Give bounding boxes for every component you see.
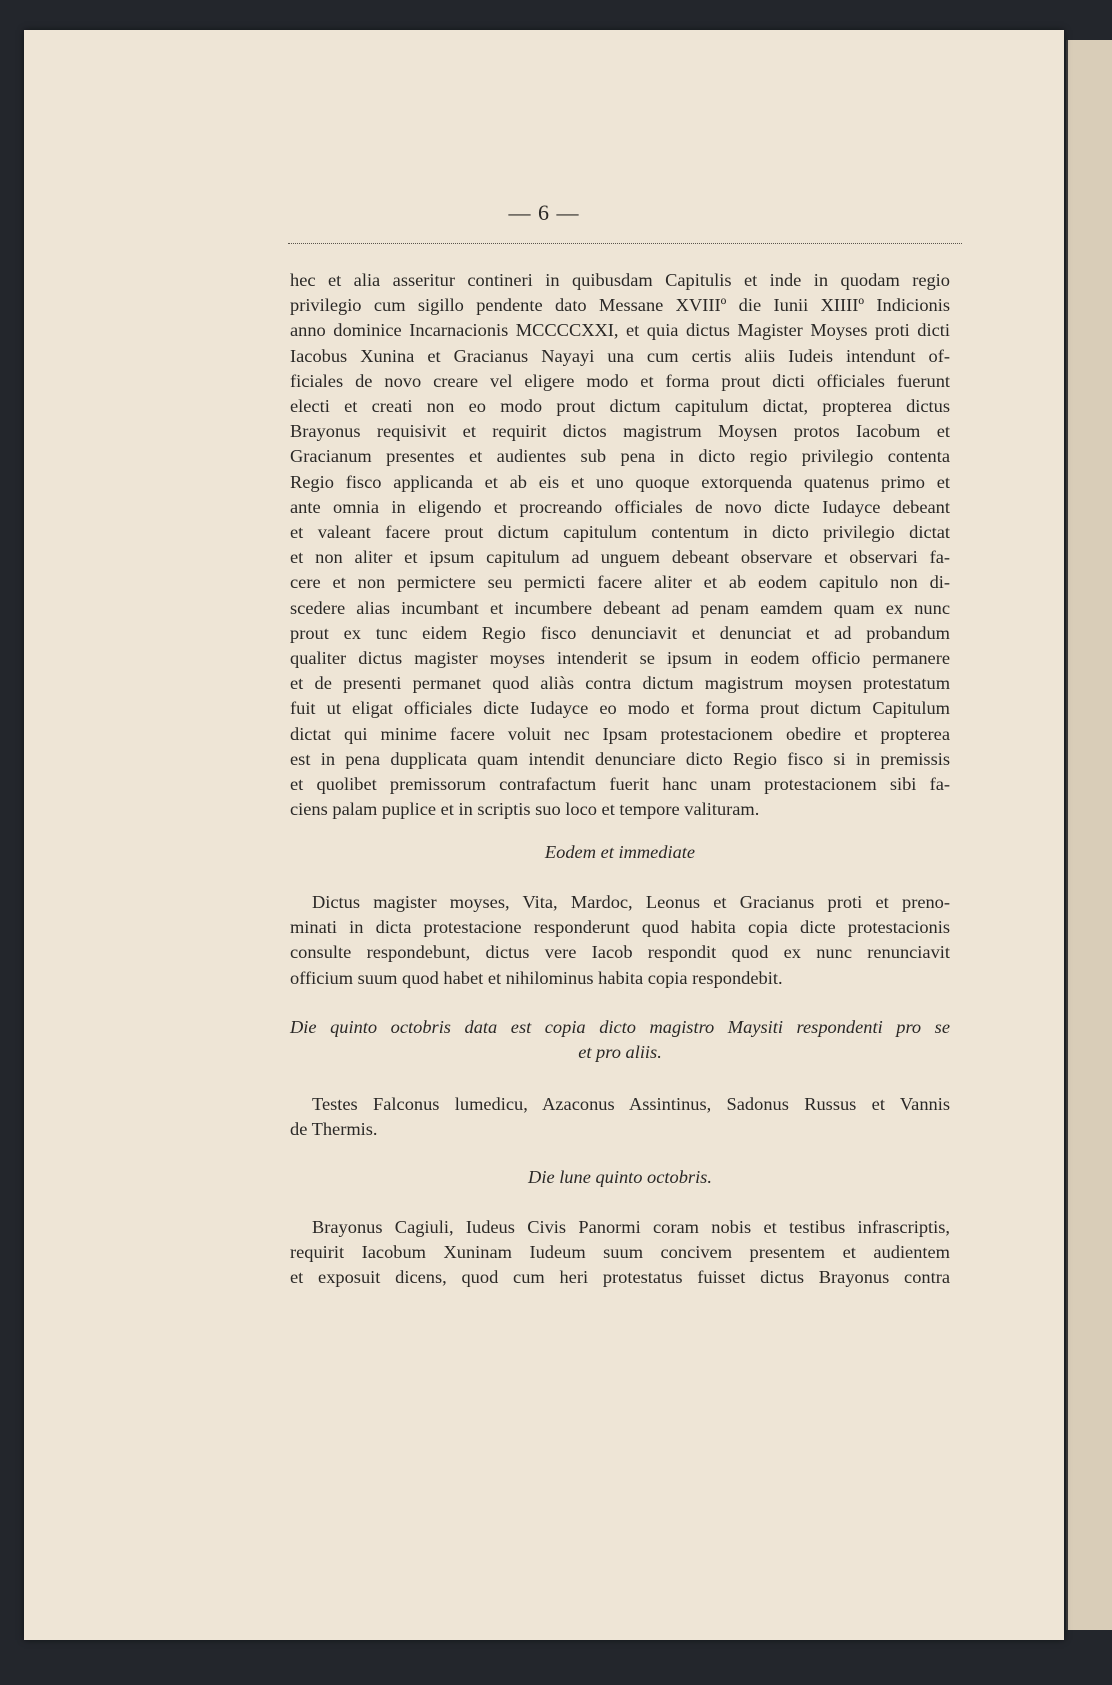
paragraph-1-line: et valeant facere prout dictum capitulum contentum in dicto privilegio dictat bbox=[290, 522, 950, 543]
heading-eodem: Eodem et immediate bbox=[544, 842, 696, 862]
paragraph-1-line: et de presenti permanet quod aliàs contra dictum magistrum moysen protestatum bbox=[290, 673, 950, 694]
witnesses-line: de Thermis. bbox=[290, 1119, 378, 1140]
paragraph-2-line: minati in dicta protestacione responderunt quod habita copia dicte protestacionis bbox=[290, 917, 950, 938]
paragraph-1-line: hec et alia asseritur contineri in quibusdam Capitulis et inde in quodam regio bbox=[290, 270, 950, 290]
paragraph-1-line: ante omnia in eligendo et procreando officiales de novo dicte Iudayce debeant bbox=[290, 496, 950, 517]
paragraph-4 bbox=[290, 1215, 950, 1291]
paragraph-1-line: qualiter dictus magister moyses intenderit se ipsum in eodem officio permanere bbox=[290, 648, 950, 669]
paragraph-1-line: electi et creati non eo modo prout dictum capitulum dictat, propterea dictus bbox=[290, 396, 950, 417]
page-number: — 6 — bbox=[508, 200, 580, 225]
paragraph-1-line: Gracianum presentes et audientes sub pena in dicto regio privilegio contenta bbox=[290, 446, 950, 467]
paragraph-1-line: anno dominice Incarnacionis MCCCCXXI, et quia dictus Magister Moyses proti dicti bbox=[290, 320, 950, 341]
paragraph-1-line: Brayonus requisivit et requirit dictos magistrum Moysen protos Iacobum et bbox=[290, 421, 950, 442]
paragraph-1-line: dictat qui minime facere voluit nec Ipsam protestacionem obedire et propterea bbox=[290, 723, 950, 744]
paragraph-witnesses bbox=[290, 1092, 950, 1142]
paragraph-1-line: et non aliter et ipsum capitulum ad unguem debeant observare et observari fa- bbox=[290, 547, 950, 568]
paragraph-4-line: requirit Iacobum Xuninam Iudeum suum concivem presentem et audientem bbox=[290, 1242, 950, 1263]
paragraph-1-line: prout ex tunc eidem Regio fisco denunciavit et denunciat et ad probandum bbox=[290, 622, 950, 643]
heading-die-lune: Die lune quinto octobris. bbox=[528, 1167, 712, 1187]
paragraph-1-line: ciens palam puplice et in scriptis suo loco et tempore valituram. bbox=[290, 799, 760, 820]
paragraph-1-line: Iacobus Xunina et Gracianus Nayayi una cum certis aliis Iudeis intendunt of- bbox=[290, 345, 950, 366]
paragraph-1-line: et quolibet premissorum contrafactum fuerit hanc unam protestacionem sibi fa- bbox=[290, 774, 950, 795]
note-copia bbox=[290, 1015, 950, 1065]
paragraph-2-line: officium suum quod habet et nihilominus habita copia respondebit. bbox=[290, 967, 783, 988]
witnesses-line: Testes Falconus lumedicu, Azaconus Assintinus, Sadonus Russus et Vannis bbox=[312, 1094, 950, 1114]
header-rule bbox=[288, 243, 962, 244]
paragraph-1-line: fuit ut eligat officiales dicte Iudayce eo modo et forma prout dictum Capitulum bbox=[290, 698, 950, 719]
paragraph-2-line: Dictus magister moyses, Vita, Mardoc, Leonus et Gracianus proti et preno- bbox=[312, 892, 950, 912]
paragraph-1-line: scedere alias incumbant et incumbere debeant ad penam eamdem quam ex nunc bbox=[290, 597, 950, 618]
paragraph-1-line: Regio fisco applicanda et ab eis et uno quoque extorquenda quatenus primo et bbox=[290, 471, 950, 492]
note-line: et pro aliis. bbox=[578, 1042, 662, 1063]
paragraph-2 bbox=[290, 890, 950, 991]
paragraph-1-line: est in pena dupplicata quam intendit denunciare dicto Regio fisco si in premissis bbox=[290, 748, 950, 769]
paragraph-1-line: privilegio cum sigillo pendente dato Messane XVIIIº die Iunii XIIIIº Indicionis bbox=[290, 295, 950, 316]
paragraph-1 bbox=[290, 268, 950, 822]
paragraph-2-line: consulte respondebunt, dictus vere Iacob respondit quod ex nunc renunciavit bbox=[290, 942, 950, 963]
paragraph-1-line: cere et non permictere seu permicti facere aliter et ab eodem capitulo non di- bbox=[290, 572, 950, 593]
note-line: Die quinto octobris data est copia dicto magistro Maysiti respondenti pro se bbox=[290, 1017, 950, 1037]
document-page bbox=[24, 30, 1064, 1640]
paragraph-4-line: et exposuit dicens, quod cum heri protestatus fuisset dictus Brayonus contra bbox=[290, 1267, 950, 1288]
adjacent-page-edge bbox=[1066, 40, 1112, 1630]
paragraph-4-line: Brayonus Cagiuli, Iudeus Civis Panormi coram nobis et testibus infrascriptis, bbox=[312, 1217, 950, 1237]
paragraph-1-line: ficiales de novo creare vel eligere modo et forma prout dicti officiales fuerunt bbox=[290, 370, 950, 391]
